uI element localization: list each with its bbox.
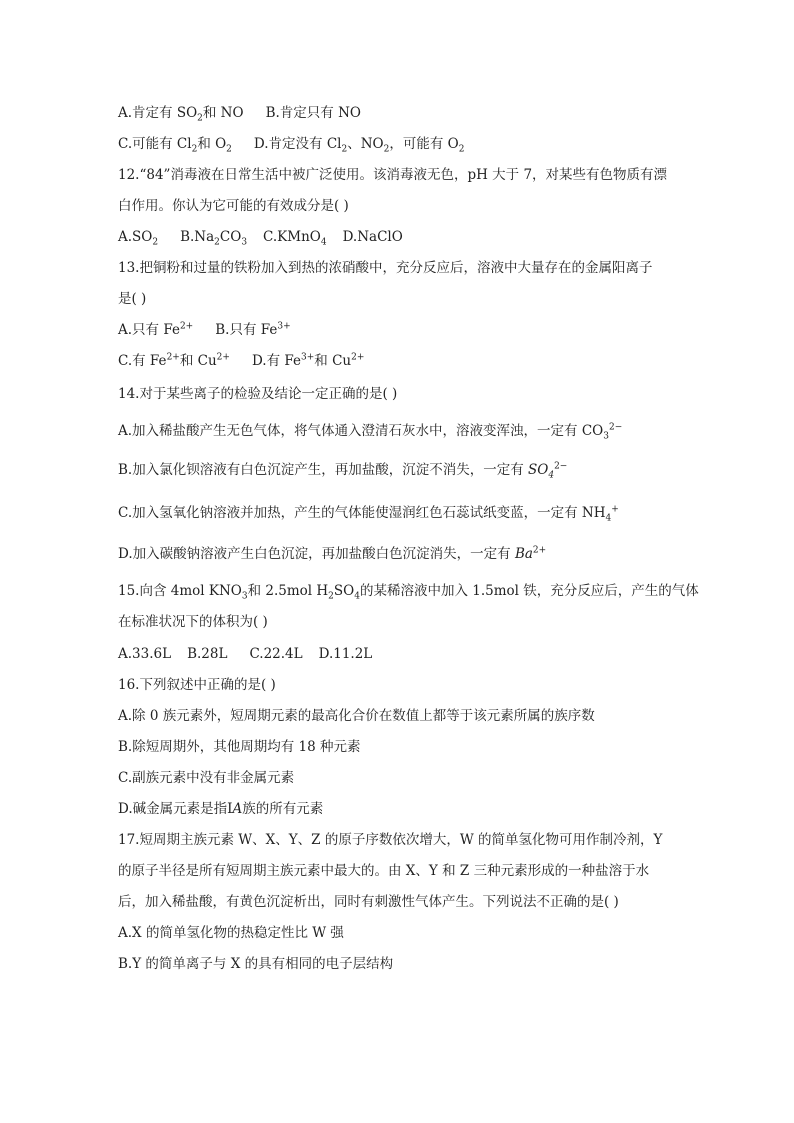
q15-option-b: B.28L (187, 646, 228, 662)
q11-option-b: B.肯定只有 NO (265, 105, 361, 121)
q14-option-c: C.加入氢氧化钠溶液并加热，产生的气体能使湿润红色石蕊试纸变蓝，一定有 $NH_4^+$ (118, 504, 619, 524)
q17-stem-line2: 的原子半径是所有短周期主族元素中最大的。由 X、Y 和 Z 三种元素形成的一种盐溶于水 (118, 863, 650, 879)
q13-stem-line1: 13.把铜粉和过量的铁粉加入到热的浓硝酸中，充分反应后，溶液中大量存在的金属阳离子 (118, 260, 653, 276)
q14-option-a: A.加入稀盐酸产生无色气体，将气体通入澄清石灰水中，溶液变浑浊，一定有 $CO_3^{2-}$ (118, 422, 623, 442)
q16-option-a: A.除 0 族元素外，短周期元素的最高化合价在数值上都等于该元素所属的族序数 (118, 708, 595, 724)
q12-option-d: D.NaClO (342, 229, 403, 245)
q11-option-a: A.肯定有 $SO_2$和 NO (118, 105, 244, 124)
q15-option-a: A.33.6L (118, 646, 172, 662)
q12-stem-line2: 白作用。你认为它可能的有效成分是( ) (118, 198, 349, 214)
q15-option-c: C.22.4L (249, 646, 303, 662)
q12-option-c: C.KMnO$_4$ (263, 229, 327, 248)
q15-stem-line1: 15.向含 4mol $KNO_3$和 2.5mol $H_2SO_4$的某稀溶液中加入 1.5mol 铁，充分反应后，产生的气体 (118, 583, 699, 602)
q15-stem-line2: 在标准状况下的体积为( ) (118, 614, 268, 630)
q13-option-a: A.只有 $Fe^{2+}$ (118, 321, 194, 338)
q17-option-b: B.Y 的简单离子与 X 的具有相同的电子层结构 (118, 956, 394, 972)
q13-stem-line2: 是( ) (118, 291, 147, 307)
q16-option-c: C.副族元素中没有非金属元素 (118, 770, 295, 786)
q11-option-c: C.可能有 $Cl_2$和 $O_2$ (118, 136, 232, 155)
q11-options-ab (118, 104, 361, 122)
q16-stem: 16.下列叙述中正确的是( ) (118, 677, 276, 693)
q14-stem: 14.对于某些离子的检验及结论一定正确的是( ) (118, 386, 398, 402)
q16-option-b: B.除短周期外，其他周期均有 18 种元素 (118, 739, 361, 755)
q14-option-d: D.加入碳酸钠溶液产生白色沉淀，再加盐酸白色沉淀消失，一定有 $Ba^{2+}$ (118, 545, 547, 562)
q13-option-d: D.有 $Fe^{3+}$和 $Cu^{2+}$ (251, 352, 365, 369)
q13-option-c: C.有 $Fe^{2+}$和 $Cu^{2+}$ (118, 352, 230, 369)
q15-options (118, 645, 372, 663)
q13-options-cd (118, 352, 364, 370)
q11-options-cd (118, 135, 464, 153)
q12-stem-line1: 12.“84”消毒液在日常生活中被广泛使用。该消毒液无色，pH 大于 7，对某些有色物质有漂 (118, 167, 668, 183)
q13-option-b: B.只有 $Fe^{3+}$ (215, 321, 291, 338)
q14-option-b: B.加入氯化钡溶液有白色沉淀产生，再加盐酸，沉淀不消失，一定有 $SO_4^{2-}$ (118, 461, 568, 481)
q17-option-a: A.X 的简单氢化物的热稳定性比 W 强 (118, 925, 344, 941)
q11-option-d: D.肯定没有 $Cl_2$、$NO_2$，可能有 $O_2$ (253, 136, 465, 155)
q17-stem-line1: 17.短周期主族元素 W、X、Y、Z 的原子序数依次增大，W 的简单氢化物可用作制冷剂，Y (118, 832, 663, 848)
q12-options (118, 228, 403, 246)
q12-option-a: $A.SO_2$ (118, 229, 159, 248)
q17-stem-line3: 后，加入稀盐酸，有黄色沉淀析出，同时有刺激性气体产生。下列说法不正确的是( ) (118, 894, 619, 910)
q12-option-b: $B.Na_2CO_3$ (180, 229, 248, 248)
q16-option-d: D.碱金属元素是指ⅠA族的所有元素 (118, 801, 324, 817)
q13-options-ab (118, 321, 291, 339)
q15-option-d: D.11.2L (318, 646, 373, 662)
